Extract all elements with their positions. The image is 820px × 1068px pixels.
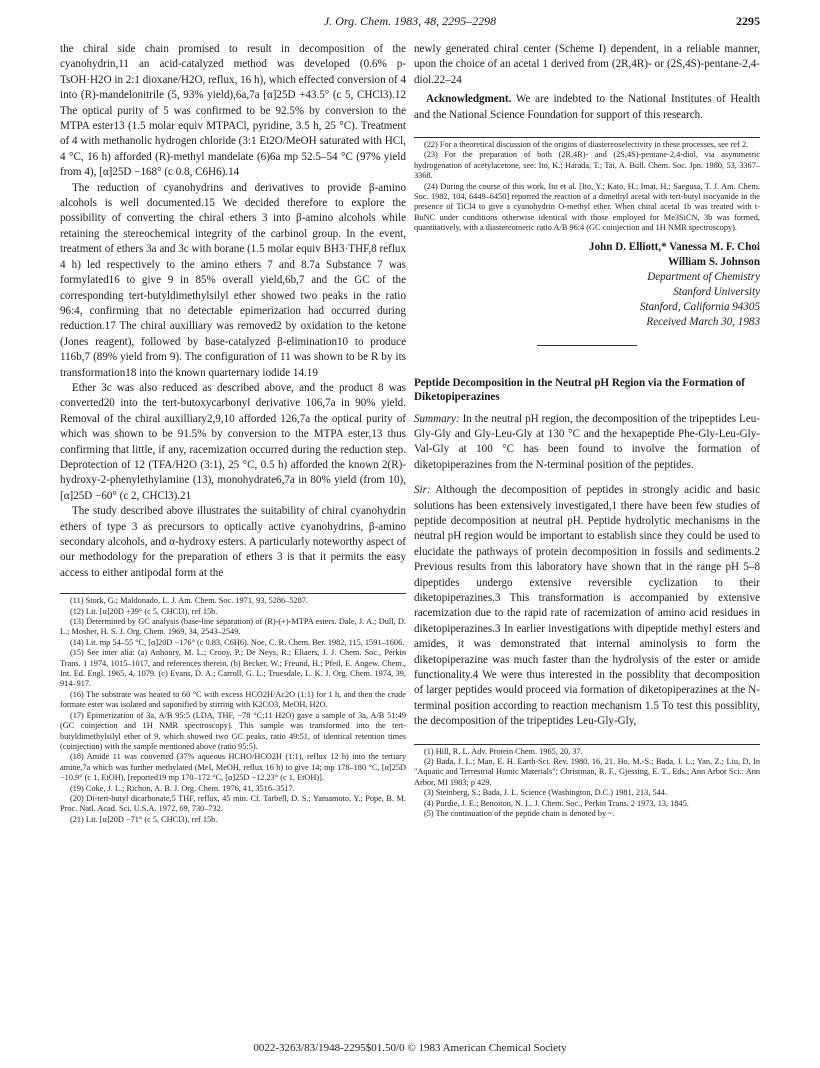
footnote: (24) During the course of this work, Ito et al. [Ito, Y.; Kato, H.; Imai, H.; Saegusa, T. J. Am. Chem. Soc. 1982, 104, 6449–6450] reported the reaction of a dimethyl acetal with tert-butyl isocyanide in the presence of TiCl4 to give a cyanohydrin O-methyl ether. When chiral acetal 1b was treated with t-BuNC under conditions otherwise identical with those employed for Me3SiCN, 3b was formed, quantitatively, with a diastereomeric ratio A/B 96:4 (GC coinjection and 1H NMR spectroscopy). bbox=[414, 181, 760, 233]
sir-paragraph bbox=[414, 483, 760, 730]
footnote: (16) The substrate was heated to 60 °C with excess HCO2H/Ac2O (1:1) for 1 h, and then the crude formate ester was isolated and saponified by stirring with K2CO3, MeOH, H2O. bbox=[60, 689, 406, 710]
page-footer: 0022-3263/83/1948-2295$01.50/0 © 1983 American Chemical Society bbox=[253, 1042, 567, 1054]
journal-citation: J. Org. Chem. 1983, 48, 2295–2298 bbox=[323, 14, 497, 28]
footnote: (3) Steinberg, S.; Bada, J. L. Science (Washington, D.C.) 1981, 213, 544. bbox=[424, 788, 667, 798]
footnote-rule bbox=[60, 593, 406, 594]
left-paragraph-2: The reduction of cyanohydrins and derivatives to provide β-amino alcohols is well documented.15 We decided therefore to explore the possibility of converting the chiral ethers 3 into β-amino alcohols while retaining the stereochemical integrity of the carbinol group. In the event, treatment of ethers 3a and 3c with borane (1.5 molar equiv BH3·THF,8 reflux 4 h) led respectively to the amino ethers 7 and 8.7a Substance 7 was formylated16 to give 9 in 85% overall yield,6b,7 and the GC of the corresponding tert-butyldimethylsilyl ether showed two peaks in the ratio 96:4, confirming that no detectable epimerization had occurred during reduction.17 The chiral auxilliary was removed2 by oxidation to the ketone (Jones reagent), followed by base-catalyzed β-elimination10 to produce 116b,7 (89% yield from 9). The configuration of 11 was shown to be R by its transformation18 into the known quarternary iodide 14.19 bbox=[60, 181, 406, 379]
footnote: (19) Coke, J. L.; Richon, A. B. J. Org. Chem. 1976, 41, 3516–3517. bbox=[70, 783, 295, 793]
right-footnotes-2 bbox=[414, 747, 760, 820]
summary-text: In the neutral pH region, the decomposition of the tripeptides Leu-Gly-Gly and Gly-Leu-Gly at 130 °C and the hexapeptide Phe-Gly-Leu-Gly-Val-Gly at 100 °C has been found to involve the formation of diketopiperazines from the N-terminal position of the peptides. bbox=[414, 412, 760, 471]
affiliation-line: Department of Chemistry bbox=[647, 270, 760, 283]
left-paragraph-1: the chiral side chain promised to result in decomposition of the cyanohydrin,11 an acid-catalyzed method was developed (0.6% p-TsOH·H2O in 2:1 dioxane/H2O, reflux, 16 h), which effected conversion of 4 into (R)-mandelonitrile (5, 93% yield),6a,7a [α]25D +43.5° (c 5, CHCl3).12 The optical purity of 5 was confirmed to be 92.5% by conversion to the MTPA ester13 (1.5 molar equiv MTPACl, pyridine, 3.5 h, 25 °C). Treatment of 4 with methanolic hydrogen chloride (3:1 Et2O/MeOH saturated with HCl, 4 °C, 16 h) afforded (R)-methyl mandelate (6)6a mp 52.5–54 °C (97% yield from 4), [α]25D −168° (c 0.8, C6H6).14 bbox=[60, 43, 406, 179]
left-footnotes bbox=[60, 596, 406, 825]
summary-label: Summary: bbox=[414, 412, 460, 425]
summary bbox=[414, 412, 760, 474]
footnote: (5) The continuation of the peptide chain is denoted by ~. bbox=[424, 809, 615, 819]
affiliation-block bbox=[414, 270, 760, 331]
left-paragraph-4: The study described above illustrates the suitability of chiral cyanohydrin ethers of type 3 as precursors to optically active cyanohydrins, β-amino secondary alcohols, and α-hydroxy esters. A particularly noteworthy aspect of our methodology for the preparation of ethers 3 is that it permits the easy access to either antipodal form at the bbox=[60, 505, 406, 579]
footnote: (22) For a theoretical discussion of the origins of diastereoselectivity in these processes, see ref 2. bbox=[424, 140, 749, 150]
article-separator bbox=[537, 345, 637, 346]
spacer bbox=[414, 123, 760, 137]
right-paragraph-1: newly generated chiral center (Scheme I) dependent, in a reliable manner, upon the choice of an acetal 1 derived from (2R,4R)- or (2S,4S)-pentane-2,4-diol.22–24 bbox=[414, 43, 760, 86]
footnote: (15) See inter alia: (a) Anhoury, M. L.; Crooy, P.; De Neys, R.; Eliaers, J. J. Chem. Soc., Perkin Trans. 1 1974, 1015–1017, and references therein. (b) Becker, W.; Freund, H.; Pfeil, E. Angew. Chem., Int. Ed. Engl. 1965, 4, 1079. (c) Evans, D. A.; Carroll, G. L.; Truesdale, L. K. J. Org. Chem. 1974, 39, 914–917. bbox=[60, 648, 406, 689]
author-line: William S. Johnson bbox=[668, 255, 760, 268]
affiliation-line: Stanford, California 94305 bbox=[639, 301, 760, 314]
sir-label: Sir: bbox=[414, 484, 431, 497]
acknowledgment-heading: Acknowledgment. bbox=[426, 93, 512, 106]
footnote: (14) Lit. mp 54–55 °C, [α]20D −176° (c 0.83, C6H6). Noe, C. R. Chem. Ber. 1982, 115, 1591–1606. bbox=[70, 637, 405, 647]
spacer bbox=[414, 473, 760, 483]
footnote: (12) Lit. [α]20D +39° (c 5, CHCl3), ref 15b. bbox=[70, 606, 218, 616]
left-column bbox=[60, 42, 406, 825]
acknowledgment bbox=[414, 92, 760, 123]
footnote: (11) Stork, G.; Maldonado, L. J. Am. Chem. Soc. 1971, 93, 5286–5287. bbox=[70, 596, 308, 606]
footnote: (20) Di-tert-butyl dicarbonate,5 THF, reflux, 45 min. Cf. Tarbell, D. S.; Yamamoto, Y.; Pope, B. M. Proc. Natl. Acad. Sci. U.S.A. 1972, 69, 730–732. bbox=[60, 793, 406, 814]
footnote-rule bbox=[414, 744, 760, 745]
footnote: (2) Bada, J. L.; Man, E. H. Earth-Sci. Rev. 1980, 16, 21. Ho, M.-S.; Bada, J. L.; Yan, Z.; Liu, D. In "Aquatic and Terrestrial Humic Materials"; Christman, R. F., Gjessing, E. T., Eds.; Ann Arbor Sci.: Ann Arbor, MI 1983; p 429. bbox=[414, 757, 760, 787]
footnote: (23) For the preparation of both (2R,4R)- and (2S,4S)-pentane-2,4-diol, via asymmetric hydrogenation of acetylacetone, see: Ito, K.; Harada, T.; Tai, A. Bull. Chem. Soc. Jpn. 1980, 53, 3367–3368. bbox=[414, 150, 760, 181]
footnote: (1) Hill, R. L. Adv. Protein Chem. 1965, 20, 37. bbox=[424, 746, 583, 756]
article-title: Peptide Decomposition in the Neutral pH Region via the Formation of Diketopiperazines bbox=[414, 376, 745, 403]
footnote: (17) Epimerization of 3a, A/B 95:5 (LDA, THF, −78 °C;11 H2O) gave a sample of 3a, A/B 51:49 (GC coinjection and 1H NMR spectroscopy). This sample was transformed into the tert-butyldimethylsilyl ether of 9, which showed two GC peaks, ratio 49:51, of identical retention times (coinjection) with the sample mentioned above (ratio 95:5). bbox=[60, 710, 406, 751]
acknowledgment-body: We are indebted to the National Institutes of Health and the National Science Foundation for support of this research. bbox=[414, 93, 760, 121]
footnote: (18) Amide 11 was converted (37% aqueous HCHO/HCO2H (1:1), reflux 12 h) into the tertiary amine,7a which was further methylated (MeI, MeOH, reflux 16 h) to give 14; mp 178–180 °C, [α]25D −10.9° (c 1, EtOH), [reported19 mp 170–172 °C, [α]25D −12.23° (c 1, EtOH)]. bbox=[60, 752, 406, 783]
author-block bbox=[414, 240, 760, 270]
spacer bbox=[414, 730, 760, 744]
footnote: (21) Lit. [α]20D −71° (c 5, CHCl3), ref 15b. bbox=[70, 814, 218, 824]
running-head bbox=[60, 14, 760, 32]
footnote: (4) Purdie, J. E.; Benoiton, N. L. J. Chem. Soc., Perkin Trans. 2 1973, 13, 1845. bbox=[424, 798, 689, 808]
affiliation-line: Stanford University bbox=[673, 285, 760, 298]
received-date: Received March 30, 1983 bbox=[646, 316, 760, 329]
page-number: 2295 bbox=[736, 14, 760, 28]
spacer bbox=[60, 581, 406, 593]
sir-text: Although the decomposition of peptides in strongly acidic and basic solutions has been extensively investigated,1 there have been few studies of peptide decomposition at neutral pH. Peptide hydrolytic mechanisms in the neutral pH region would be important to establish since they could be used to elucidate the pathways of protein decomposition in fossils and sediments.2 Previous results from this laboratory have shown that in the range pH 5–8 dipeptides undergo extensive reversible cyclization to their diketopiperazines.3 This transformation is accompanied by extensive racemization due to the rapid rate of racemization of amino acid residues in diketopiperazines.3 In earlier investigations with dipeptide methyl esters and amides, it was demonstrated that internal aminolysis to form the diketopiperazine was much faster than the hydrolysis of the ester or amide functionality.4 We were thus interested in the possiblity that decomposition of larger peptides would proceed via formation of diketopiperazines at the N-terminal position according to reaction mechanism 1.5 To test this possiblity, the decomposition of the tripeptides Leu-Gly-Gly, bbox=[414, 484, 760, 728]
right-column bbox=[414, 42, 760, 819]
right-footnotes bbox=[414, 140, 760, 234]
footnote: (13) Determined by GC analysis (base-line separation) of (R)-(+)-MTPA esters. Dale, J. A.; Dull, D. L.; Mosher, H. S. J. Org. Chem. 1969, 34, 2543–2549. bbox=[60, 617, 406, 637]
left-paragraph-3: Ether 3c was also reduced as described above, and the product 8 was converted20 into the tert-butoxycarbonyl derivative 106,7a in 90% yield. Removal of the chiral auxilliary2,9,10 afforded 126,7a the optical purity of which was shown to be 91.5% by conversion to the MTPA ester,13 thus confirming that little, if any, racemization occurred during the reduction step. Deprotection of 12 (TFA/H2O (3:1), 25 °C, 0.5 h) afforded the known 2(R)-hydroxy-2-phenylethylamine (13), monohydrate6,7a in 80% yield (from 10), [α]25D −60° (c 2, CHCl3).21 bbox=[60, 381, 406, 502]
footnote-rule bbox=[414, 137, 760, 138]
author-line: John D. Elliott,* Vanessa M. F. Choi bbox=[589, 240, 760, 253]
